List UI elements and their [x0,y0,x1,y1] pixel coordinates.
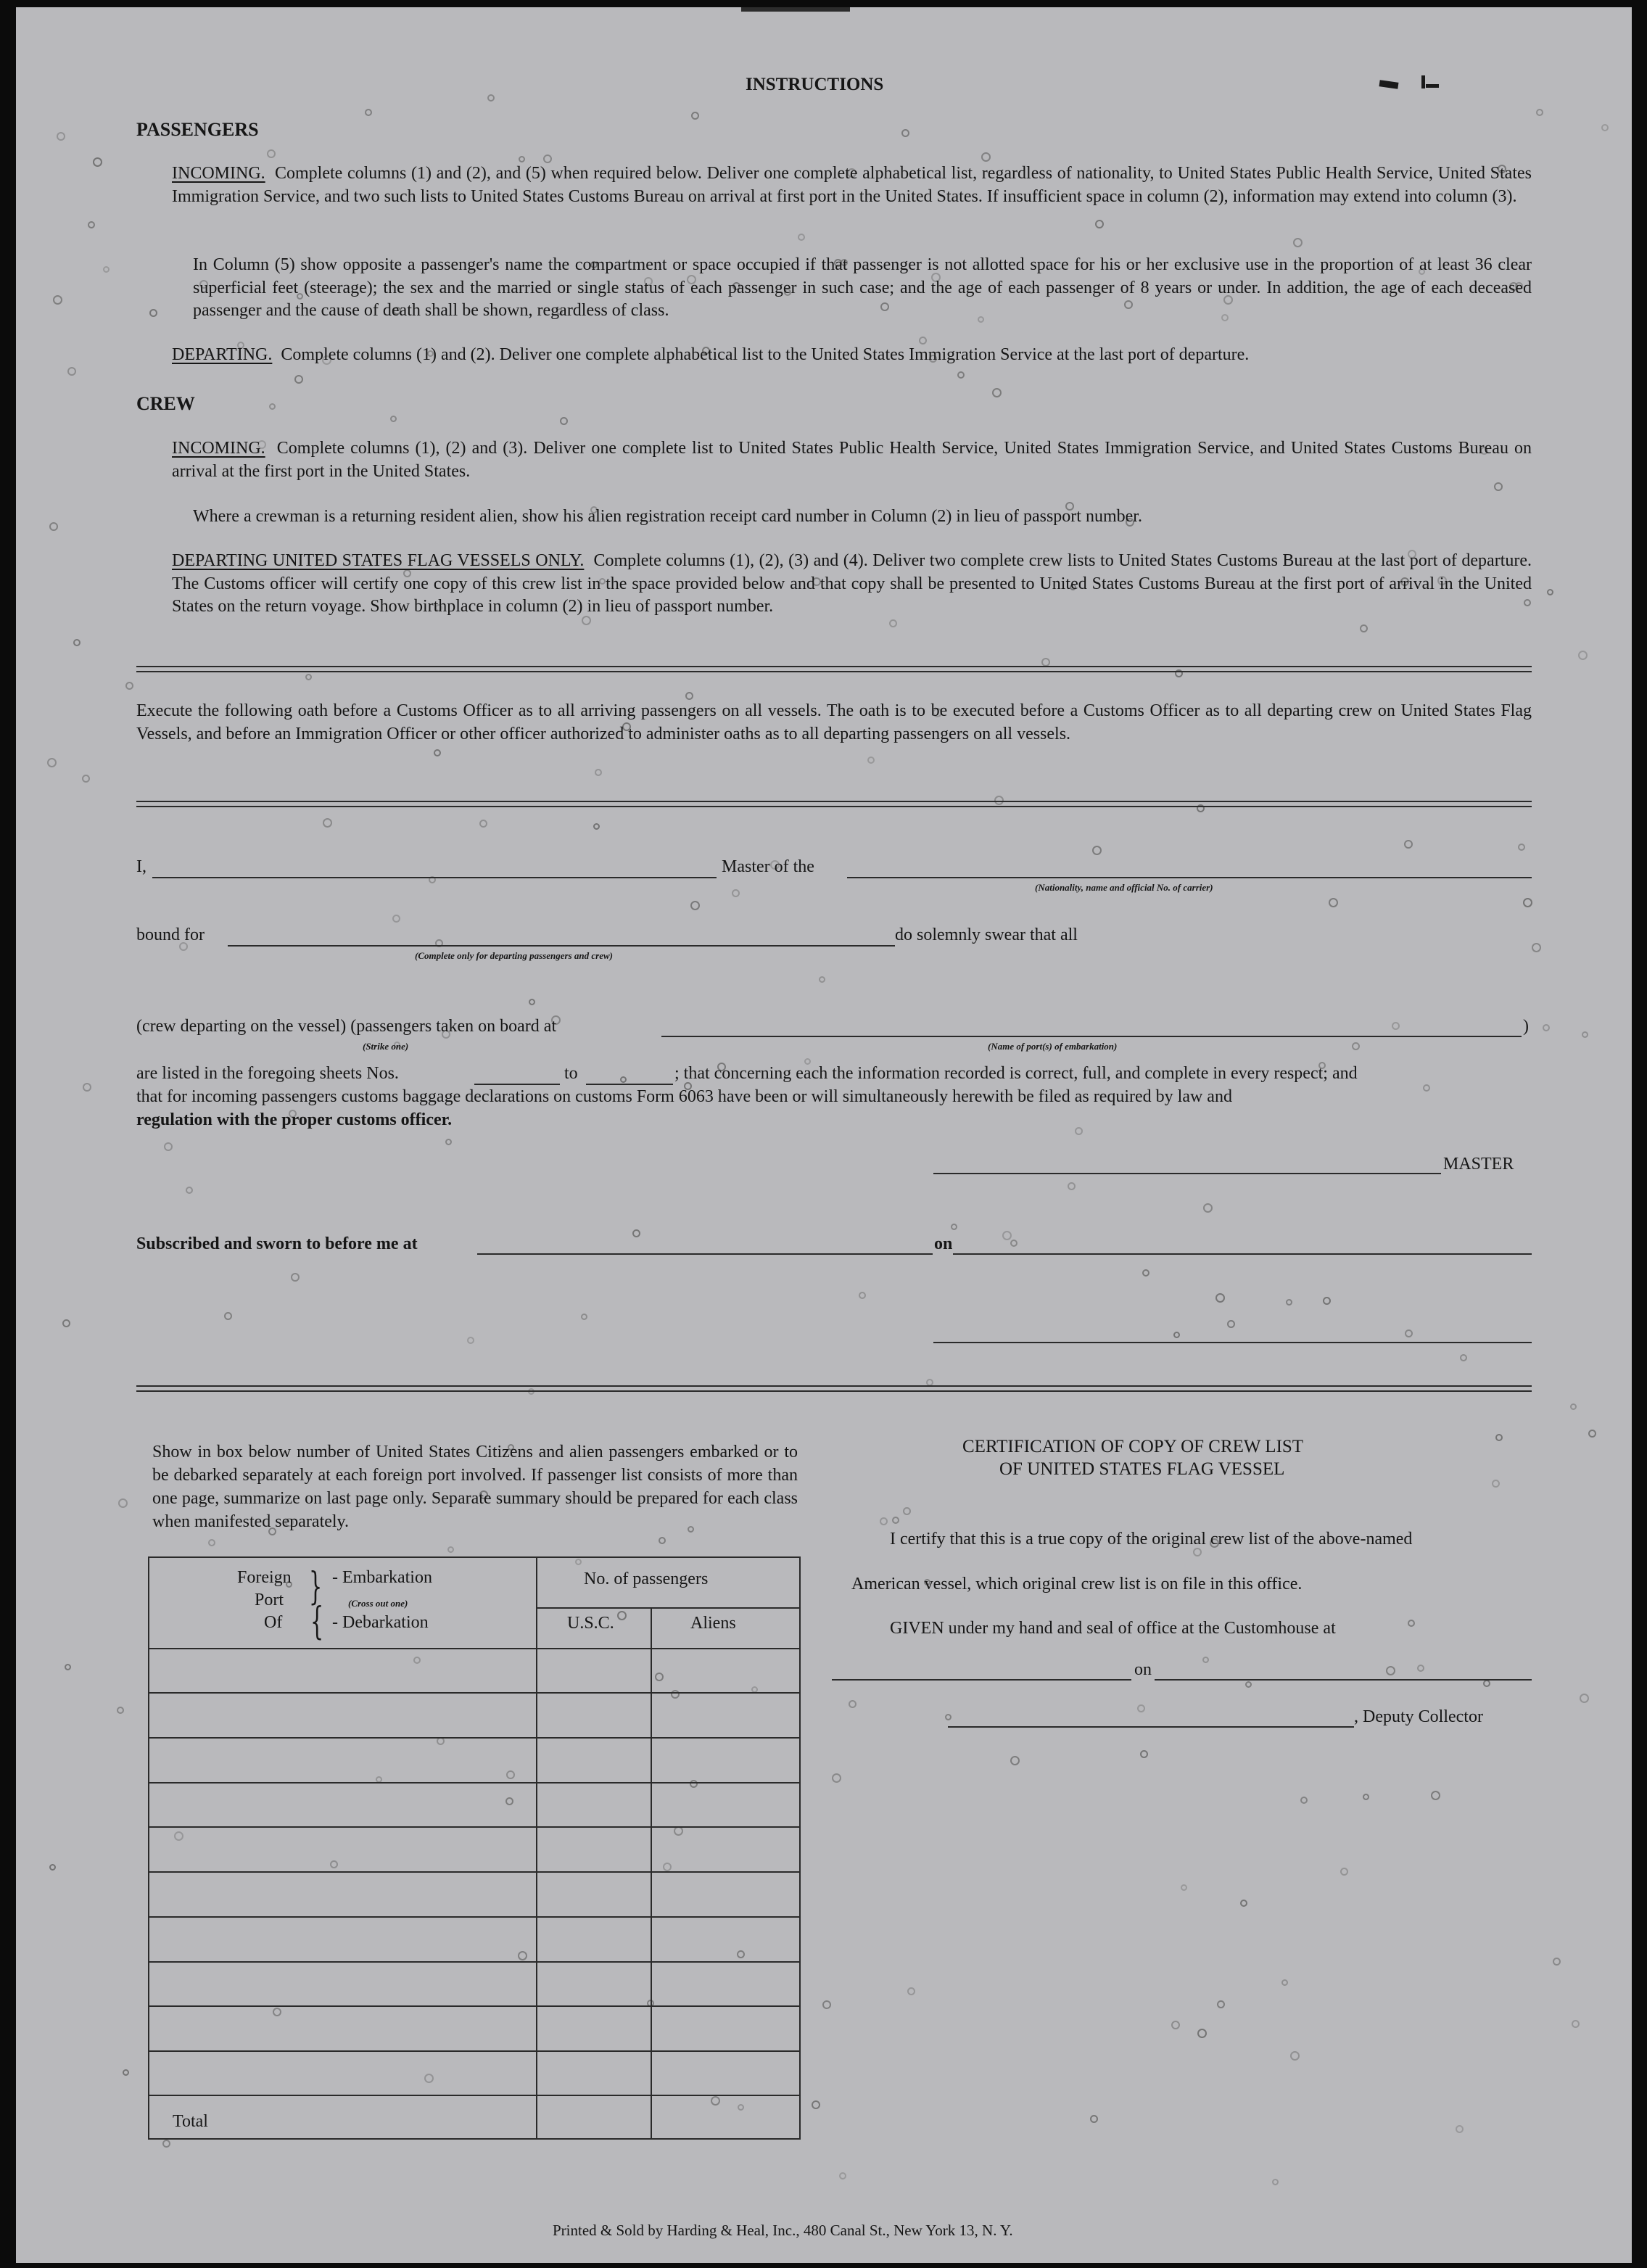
speck [49,522,58,531]
speck [1137,1704,1145,1712]
table-row-line [148,1916,800,1918]
debarkation-label: - Debarkation [332,1613,429,1632]
crew-departing-text: Complete columns (1), (2), (3) and (4). Deliver two complete crew lists to United States Customs Bureau at the last port of departure. The Customs officer will certify one copy of this crew list in the space provided below and that copy shall be presented to United States Customs Bureau at the first port of arrival in the United States on the return voyage. Show birthplace in column (2) in lieu of passport number. [172,551,1532,616]
table-row-line [148,2005,800,2007]
master-name-line[interactable] [152,877,717,878]
speck [839,2172,846,2180]
speck [93,157,102,167]
speck [267,149,276,158]
passengers-heading: PASSENGERS [136,119,259,140]
speck [593,823,600,830]
officer-signature-line[interactable] [933,1342,1532,1343]
bound-hint: (Complete only for departing passengers and crew) [415,950,613,961]
sworn-place-line[interactable] [477,1253,933,1255]
passengers-incoming-label: INCOMING. [172,164,265,183]
speck [901,129,909,137]
crew-departing-clause: (crew departing on the vessel) (passengers taken on board at [136,1017,557,1036]
col-foreign: Foreign [237,1568,292,1587]
speck [1523,898,1532,907]
speck [1352,1042,1360,1050]
speck [1140,1750,1148,1758]
speck [49,1864,56,1871]
certification-on-label: on [1134,1660,1152,1679]
close-paren: ) [1523,1017,1529,1036]
passengers-incoming-paragraph [172,162,1532,208]
speck [632,1229,640,1237]
customhouse-line[interactable] [832,1679,1131,1681]
speck [907,1987,915,1995]
speck [732,889,740,897]
no-passengers-header: No. of passengers [584,1570,709,1588]
speck [529,999,535,1005]
col-port: Port [255,1591,284,1609]
divider [136,666,1532,672]
speck [1386,1666,1395,1675]
to-label: to [564,1064,578,1083]
speck [1293,238,1303,247]
aliens-header: Aliens [690,1614,736,1633]
speck [224,1312,232,1320]
passengers-departing-text: Complete columns (1) and (2). Deliver one complete alphabetical list to the United States Immigration Service at the last port of departure. [281,345,1250,364]
scan-mark [1379,80,1399,89]
speck [903,1507,911,1515]
certification-text-1: I certify that this is a true copy of the original crew list of the above-named [890,1530,1413,1549]
speck [294,375,303,384]
speck [88,221,95,228]
speck [1578,651,1588,660]
speck [305,674,312,680]
speck [1240,1900,1247,1907]
table-row-line [148,2050,800,2052]
speck [118,1498,128,1508]
form-page [16,7,1632,2263]
speck [65,1664,71,1670]
speck [1272,2179,1279,2185]
speck [1227,1320,1235,1328]
speck [1495,1434,1503,1441]
speck [1405,1329,1413,1337]
speck [323,818,332,828]
crew-resident-paragraph: Where a crewman is a returning resident alien, show his alien registration receipt card number in Column (2) in lieu of passport number. [193,507,1142,526]
speck [819,976,825,983]
speck [1286,1299,1292,1306]
speck [1404,840,1413,849]
speck [1360,624,1368,632]
swear-label: do solemnly swear that all [895,925,1078,944]
total-label: Total [173,2112,208,2131]
speck [1572,2020,1580,2028]
column5-paragraph: In Column (5) show opposite a passenger's name the compartment or space occupied if that passenger is not allotted space for his or her exclusive use in the proportion of at least 36 clear superficial feet (steerage); the sex and the married or single status of each passenger in such case; and the age of each passenger of 8 years or under. In addition, the age of each deceased passenger and the cause of death shall be shown, regardless of class. [193,255,1532,320]
speck [1553,1958,1561,1966]
crew-incoming-paragraph [172,437,1532,483]
speck [73,639,81,646]
oath-i-label: I, [136,857,146,876]
speck [487,94,495,102]
speck [685,692,693,700]
speck [67,367,76,376]
table-row-line [148,1692,800,1694]
col-of: Of [264,1613,283,1632]
ports-line[interactable] [661,1036,1522,1037]
ports-hint: (Name of port(s) of embarkation) [988,1041,1118,1052]
speck [117,1707,124,1714]
speck [53,295,62,305]
table-row-line [148,1782,800,1784]
speck [1423,1084,1430,1092]
scan-mark [741,7,850,12]
table-row-line [148,1737,800,1739]
speck [83,1083,91,1092]
speck [208,1539,215,1546]
speck [1095,220,1104,228]
summary-table [148,1556,801,2140]
speck [1181,1884,1187,1891]
crew-incoming-text: Complete columns (1), (2) and (3). Deliver one complete list to United States Public Health Service, United States Immigration Service, and United States Customs Bureau on arrival at the first port in the United States. [172,439,1532,481]
cross-out-hint: (Cross out one) [348,1598,408,1609]
speck [1245,1681,1252,1688]
master-of-label: Master of the [722,857,814,876]
speck [1300,1797,1308,1804]
brace-icon: } [309,1565,323,1609]
speck [390,416,397,422]
speck [581,1314,587,1320]
speck [434,749,441,756]
speck [1090,2115,1098,2123]
speck [822,2000,831,2009]
passengers-departing-paragraph [172,344,1532,367]
speck [1582,1031,1588,1038]
certification-text-2: American vessel, which original crew list is on file in this office. [851,1575,1303,1593]
speck [957,371,965,379]
table-row-line [148,1961,800,1963]
speck [1570,1403,1577,1410]
divider [136,801,1532,807]
carrier-hint: (Nationality, name and official No. of carrier) [1035,882,1213,893]
speck [1092,846,1102,855]
usc-header: U.S.C. [567,1614,614,1633]
listed-label: are listed in the foregoing sheets Nos. [136,1064,399,1083]
speck [981,152,991,162]
scan-mark [1426,84,1439,88]
speck [1536,109,1543,116]
speck [479,820,487,828]
speck [291,1273,300,1282]
crew-departing-paragraph [172,550,1532,619]
speck [162,2140,170,2148]
speck [103,266,110,273]
speck [1068,1182,1076,1190]
speck [812,2100,820,2109]
sheet-to-line[interactable] [586,1084,673,1085]
speck [832,1773,841,1783]
oath-line2: that for incoming passengers customs baggage declarations on customs Form 6063 have been or will simultaneously herewith be filed as required by law and [136,1087,1232,1106]
carrier-line[interactable] [847,877,1532,878]
speck [82,775,90,783]
brace-icon: { [310,1600,324,1644]
speck [951,1224,957,1230]
sworn-on-label: on [934,1234,953,1253]
speck [1417,1665,1424,1672]
speck [691,112,699,120]
speck [1494,482,1503,491]
scan-mark [1421,75,1425,88]
table-row-line [148,1826,800,1828]
speck [1290,2051,1300,2061]
master-label: MASTER [1443,1155,1514,1174]
speck [889,619,897,627]
speck [892,1517,899,1524]
speck [1363,1794,1369,1800]
speck [392,915,400,923]
speck [1547,589,1553,595]
speck [1588,1430,1596,1438]
oath-intro: Execute the following oath before a Customs Officer as to all arriving passengers on all vessels. The oath is to be executed before a Customs Officer as to all departing crew on United States Flag Vessels, and before an Immigration Officer or other officer authorized to administer oaths as to all departing passengers on all vessels. [136,701,1532,743]
speck [690,901,700,910]
speck [123,2069,129,2076]
speck [1431,1791,1440,1800]
speck [1543,1024,1550,1031]
printer-footer: Printed & Sold by Harding & Heal, Inc., 480 Canal St., New York 13, N. Y. [553,2222,1013,2239]
speck [1329,898,1338,907]
embarkation-label: - Embarkation [332,1568,432,1587]
speck [867,756,875,764]
speck [1460,1354,1467,1361]
speck [1492,1480,1500,1488]
speck [595,769,602,776]
master-signature-line[interactable] [933,1173,1441,1174]
speck [1601,124,1609,131]
speck [1281,1979,1288,1986]
oath-line3: regulation with the proper customs officer. [136,1110,453,1129]
speck [1010,1756,1020,1765]
listed-tail: ; that concerning each the information recorded is correct, full, and complete in every respect; and [674,1064,1358,1083]
speck [1456,2125,1464,2133]
speck [1580,1694,1589,1703]
speck [1202,1657,1209,1663]
speck [560,417,568,425]
certification-title-1: CERTIFICATION OF COPY OF CREW LIST [962,1437,1304,1456]
speck [1483,1680,1490,1687]
speck [447,1546,454,1553]
speck [445,1139,452,1145]
speck [467,1337,474,1344]
subscribed-label: Subscribed and sworn to before me at [136,1234,418,1253]
certification-date-line[interactable] [1155,1679,1532,1681]
sheet-from-line[interactable] [474,1084,560,1085]
speck [269,403,276,410]
speck [149,309,157,317]
speck [1010,1240,1017,1247]
speck [1217,2000,1225,2008]
table-row-line [148,1871,800,1873]
strike-hint: (Strike one) [363,1041,409,1052]
speck [1532,943,1541,952]
speck [659,1537,666,1544]
speck [1002,1231,1012,1240]
speck [164,1142,173,1151]
speck [1171,2021,1180,2029]
speck [365,109,372,116]
speck [1518,844,1525,851]
speck [1142,1269,1149,1277]
speck [125,682,133,690]
table-divider [651,1607,652,2139]
speck [1215,1293,1225,1303]
crew-departing-label: DEPARTING UNITED STATES FLAG VESSELS ONLY. [172,551,585,570]
crew-incoming-label: INCOMING. [172,439,265,458]
speck [798,234,805,241]
speck [1392,1022,1400,1030]
passengers-incoming-text: Complete columns (1) and (2), and (5) when required below. Deliver one complete alphabetical list, regardless of nationality, to United States Public Health Service, United States Immigration Service, and two such lists to United States Customs Bureau on arrival at first port in the United States. If insufficient space in column (2), information may extend into column (3). [172,164,1532,206]
certification-text-3: GIVEN under my hand and seal of office at the Customhouse at [890,1619,1336,1638]
speck [1197,2029,1207,2038]
summary-intro: Show in box below number of United States Citizens and alien passengers embarked or to be debarked separately at each foreign port involved. If passenger list consists of more than one page, summarize on last page only. Separate summary should be prepared for each class when manifested separately. [152,1443,798,1531]
speck [1173,1332,1180,1338]
speck [1340,1868,1348,1876]
passengers-departing-label: DEPARTING. [172,345,273,364]
speck [992,388,1002,397]
page-title: INSTRUCTIONS [746,75,884,94]
speck [1075,1127,1083,1135]
speck [620,1076,627,1083]
speck [945,1714,952,1720]
speck [1203,1203,1213,1213]
speck [859,1292,866,1299]
speck [880,1517,888,1525]
table-row-line [148,1648,800,1649]
speck [62,1319,70,1327]
deputy-collector-label: , Deputy Collector [1354,1707,1483,1726]
sworn-date-line[interactable] [953,1253,1532,1255]
speck [1323,1297,1331,1305]
bound-for-label: bound for [136,925,205,944]
speck [186,1187,193,1194]
speck [849,1700,856,1708]
divider [136,1385,1532,1392]
certification-title-2: OF UNITED STATES FLAG VESSEL [999,1459,1285,1479]
table-divider [536,1607,799,1609]
deputy-collector-line[interactable] [948,1726,1354,1728]
crew-heading: CREW [136,393,195,414]
table-row-line [148,2095,800,2096]
bound-for-line[interactable] [228,945,895,947]
speck [519,156,525,162]
speck [57,132,65,141]
speck [47,758,57,767]
speck [1408,1620,1415,1627]
